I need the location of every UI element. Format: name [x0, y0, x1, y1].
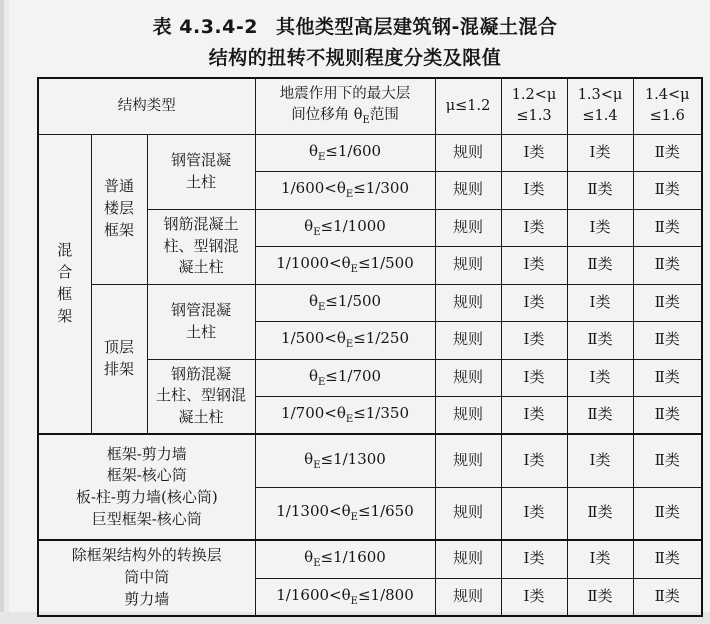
column-type-label-line: 凝土柱	[178, 408, 224, 427]
column-type-label	[147, 359, 255, 434]
mu-le-1-2-cell: 规则	[435, 209, 501, 247]
mixed-frame-label-line: 架	[57, 306, 73, 325]
mu-1-4-1-6-cell: Ⅱ类	[633, 322, 702, 360]
structure-type-label-line: 框架-核心筒	[106, 466, 187, 485]
floor-type-label-line: 楼层	[103, 199, 134, 218]
mu-1-3-1-4-cell: Ⅰ类	[567, 434, 633, 487]
structure-type-label-line: 框架-剪力墙	[106, 444, 187, 463]
drift-range-cell: $1/700<\theta_E\le 1/350$	[255, 397, 435, 435]
column-type-label-line: 柱、型钢混	[163, 236, 239, 255]
mu-le-1-2-cell: 规则	[435, 397, 501, 435]
header-drift-range-line: 地震作用下的最大层	[279, 86, 411, 103]
header-drift-range-line: 间位移角 $\theta_E$范围	[291, 107, 399, 126]
column-type-label-line: 钢筋混凝土	[163, 214, 239, 233]
mu-1-3-1-4-cell: Ⅰ类	[567, 540, 633, 578]
mu-le-1-2-cell: 规则	[435, 322, 501, 360]
mu-1-2-1-3-cell: Ⅰ类	[501, 284, 567, 322]
drift-range-cell: $1/600<\theta_E\le 1/300$	[255, 172, 435, 210]
mu-1-4-1-6-cell: Ⅱ类	[633, 397, 702, 435]
mu-le-1-2-cell: 规则	[435, 540, 501, 578]
table-number: 表 4.3.4-2	[152, 16, 258, 38]
mu-1-4-1-6-cell: Ⅱ类	[633, 359, 702, 397]
mu-1-2-1-3-cell: Ⅰ类	[501, 397, 567, 435]
header-mu-range-4	[633, 78, 702, 134]
drift-range-cell: $1/1300<\theta_E\le 1/650$	[255, 487, 435, 540]
mu-le-1-2-cell: 规则	[435, 134, 501, 172]
mixed-frame-label-line: 框	[57, 284, 73, 303]
column-type-label-line: 钢管混凝	[171, 300, 232, 319]
mu-1-4-1-6-cell: Ⅱ类	[633, 284, 702, 322]
mu-le-1-2-cell: 规则	[435, 359, 501, 397]
drift-range-cell: $1/1000<\theta_E\le 1/500$	[255, 247, 435, 285]
mu-1-3-1-4-cell: Ⅱ类	[567, 578, 633, 616]
mu-1-3-1-4-cell: Ⅱ类	[567, 322, 633, 360]
structure-type-label-line: 除框架结构外的转换层	[71, 546, 222, 565]
column-type-label-line: 钢管混凝	[171, 150, 232, 169]
mu-1-3-1-4-cell: Ⅱ类	[567, 172, 633, 210]
header-row	[38, 78, 702, 134]
mu-1-2-1-3-cell: Ⅰ类	[501, 540, 567, 578]
mu-le-1-2-cell: 规则	[435, 284, 501, 322]
mu-1-2-1-3-cell: Ⅰ类	[501, 359, 567, 397]
floor-type-label-line: 顶层	[103, 338, 134, 356]
mu-1-2-1-3-cell: Ⅰ类	[501, 578, 567, 616]
table-row	[38, 434, 702, 487]
header-structure-type: 结构类型	[38, 78, 255, 134]
header-mu-range-1-line: μ≤1.2	[445, 97, 491, 114]
mu-1-2-1-3-cell: Ⅰ类	[501, 434, 567, 487]
mu-1-4-1-6-cell: Ⅱ类	[633, 134, 702, 172]
column-type-label	[147, 134, 255, 209]
column-type-label-line: 凝土柱	[178, 258, 224, 277]
mu-1-4-1-6-cell: Ⅱ类	[633, 578, 702, 616]
header-mu-range-1	[435, 78, 501, 134]
drift-range-cell: $\theta_E\le 1/600$	[255, 134, 435, 172]
drift-range-cell: $\theta_E\le 1/500$	[255, 284, 435, 322]
mu-1-3-1-4-cell: Ⅱ类	[567, 487, 633, 540]
mu-1-3-1-4-cell: Ⅰ类	[567, 284, 633, 322]
table-row	[38, 540, 702, 578]
drift-range-cell: $\theta_E\le 1/700$	[255, 359, 435, 397]
column-type-label-line: 土柱	[186, 322, 217, 341]
header-mu-range-2-line: 1.2<μ	[511, 87, 557, 104]
header-mu-range-3-line: 1.3<μ	[577, 87, 623, 104]
title-line-1: 其他类型高层建筑钢-混凝土混合	[275, 16, 558, 38]
mixed-frame-label	[38, 134, 91, 434]
mu-1-2-1-3-cell: Ⅰ类	[501, 172, 567, 210]
torsion-irregularity-table	[37, 77, 703, 617]
mu-1-4-1-6-cell: Ⅱ类	[633, 540, 702, 578]
mu-1-2-1-3-cell: Ⅰ类	[501, 247, 567, 285]
table-title	[0, 12, 710, 39]
column-type-label-line: 土柱	[186, 172, 217, 191]
mu-1-2-1-3-cell: Ⅰ类	[501, 487, 567, 540]
floor-type-label-line: 框架	[103, 220, 134, 239]
header-mu-range-2-line: ≤1.3	[516, 108, 552, 125]
mu-1-4-1-6-cell: Ⅱ类	[633, 209, 702, 247]
mu-1-3-1-4-cell: Ⅰ类	[567, 359, 633, 397]
mu-le-1-2-cell: 规则	[435, 578, 501, 616]
drift-range-cell: $1/500<\theta_E\le 1/250$	[255, 322, 435, 360]
structure-type-label-line: 剪力墙	[124, 589, 170, 608]
mu-1-4-1-6-cell: Ⅱ类	[633, 487, 702, 540]
mu-1-4-1-6-cell: Ⅱ类	[633, 247, 702, 285]
structure-type-label-line: 巨型框架-核心筒	[91, 509, 202, 528]
header-mu-range-4-line: ≤1.6	[649, 108, 685, 125]
column-type-label-line: 土柱、型钢混	[156, 386, 247, 405]
mu-1-2-1-3-cell: Ⅰ类	[501, 322, 567, 360]
drift-range-cell: $1/1600<\theta_E\le 1/800$	[255, 578, 435, 616]
mu-le-1-2-cell: 规则	[435, 247, 501, 285]
table-row	[38, 134, 702, 172]
header-mu-range-2	[501, 78, 567, 134]
scan-left-edge	[0, 0, 9, 624]
floor-type-label-line: 普通	[103, 177, 134, 196]
column-type-label-line: 钢筋混凝	[171, 364, 232, 383]
mu-le-1-2-cell: 规则	[435, 434, 501, 487]
mixed-frame-label-line: 合	[57, 263, 73, 281]
column-type-label	[147, 284, 255, 359]
drift-range-cell: $\theta_E\le 1/1000$	[255, 209, 435, 247]
mu-1-4-1-6-cell: Ⅱ类	[633, 172, 702, 210]
table-row	[38, 284, 702, 322]
drift-range-cell: $\theta_E\le 1/1600$	[255, 540, 435, 578]
mu-1-2-1-3-cell: Ⅰ类	[501, 134, 567, 172]
mixed-frame-label-line: 混	[57, 241, 73, 260]
floor-type-label	[91, 284, 147, 434]
header-drift-range	[255, 78, 435, 134]
structure-type-label-line: 板-柱-剪力墙(核心筒)	[75, 488, 218, 506]
drift-range-cell: $\theta_E\le 1/1300$	[255, 434, 435, 487]
mu-1-3-1-4-cell: Ⅰ类	[567, 209, 633, 247]
table-subtitle: 结构的扭转不规则程度分类及限值	[208, 47, 502, 69]
mu-1-2-1-3-cell: Ⅰ类	[501, 209, 567, 247]
structure-type-label	[38, 434, 255, 540]
column-type-label	[147, 209, 255, 284]
structure-type-label	[38, 540, 255, 616]
mu-1-3-1-4-cell: Ⅱ类	[567, 397, 633, 435]
floor-type-label	[91, 134, 147, 284]
mu-1-3-1-4-cell: Ⅱ类	[567, 247, 633, 285]
header-mu-range-3	[567, 78, 633, 134]
mu-le-1-2-cell: 规则	[435, 172, 501, 210]
header-mu-range-4-line: 1.4<μ	[644, 87, 690, 104]
mu-1-4-1-6-cell: Ⅱ类	[633, 434, 702, 487]
mu-1-3-1-4-cell: Ⅰ类	[567, 134, 633, 172]
header-mu-range-3-line: ≤1.4	[582, 108, 618, 125]
floor-type-label-line: 排架	[103, 359, 134, 378]
mu-le-1-2-cell: 规则	[435, 487, 501, 540]
structure-type-label-line: 筒中筒	[124, 568, 170, 587]
